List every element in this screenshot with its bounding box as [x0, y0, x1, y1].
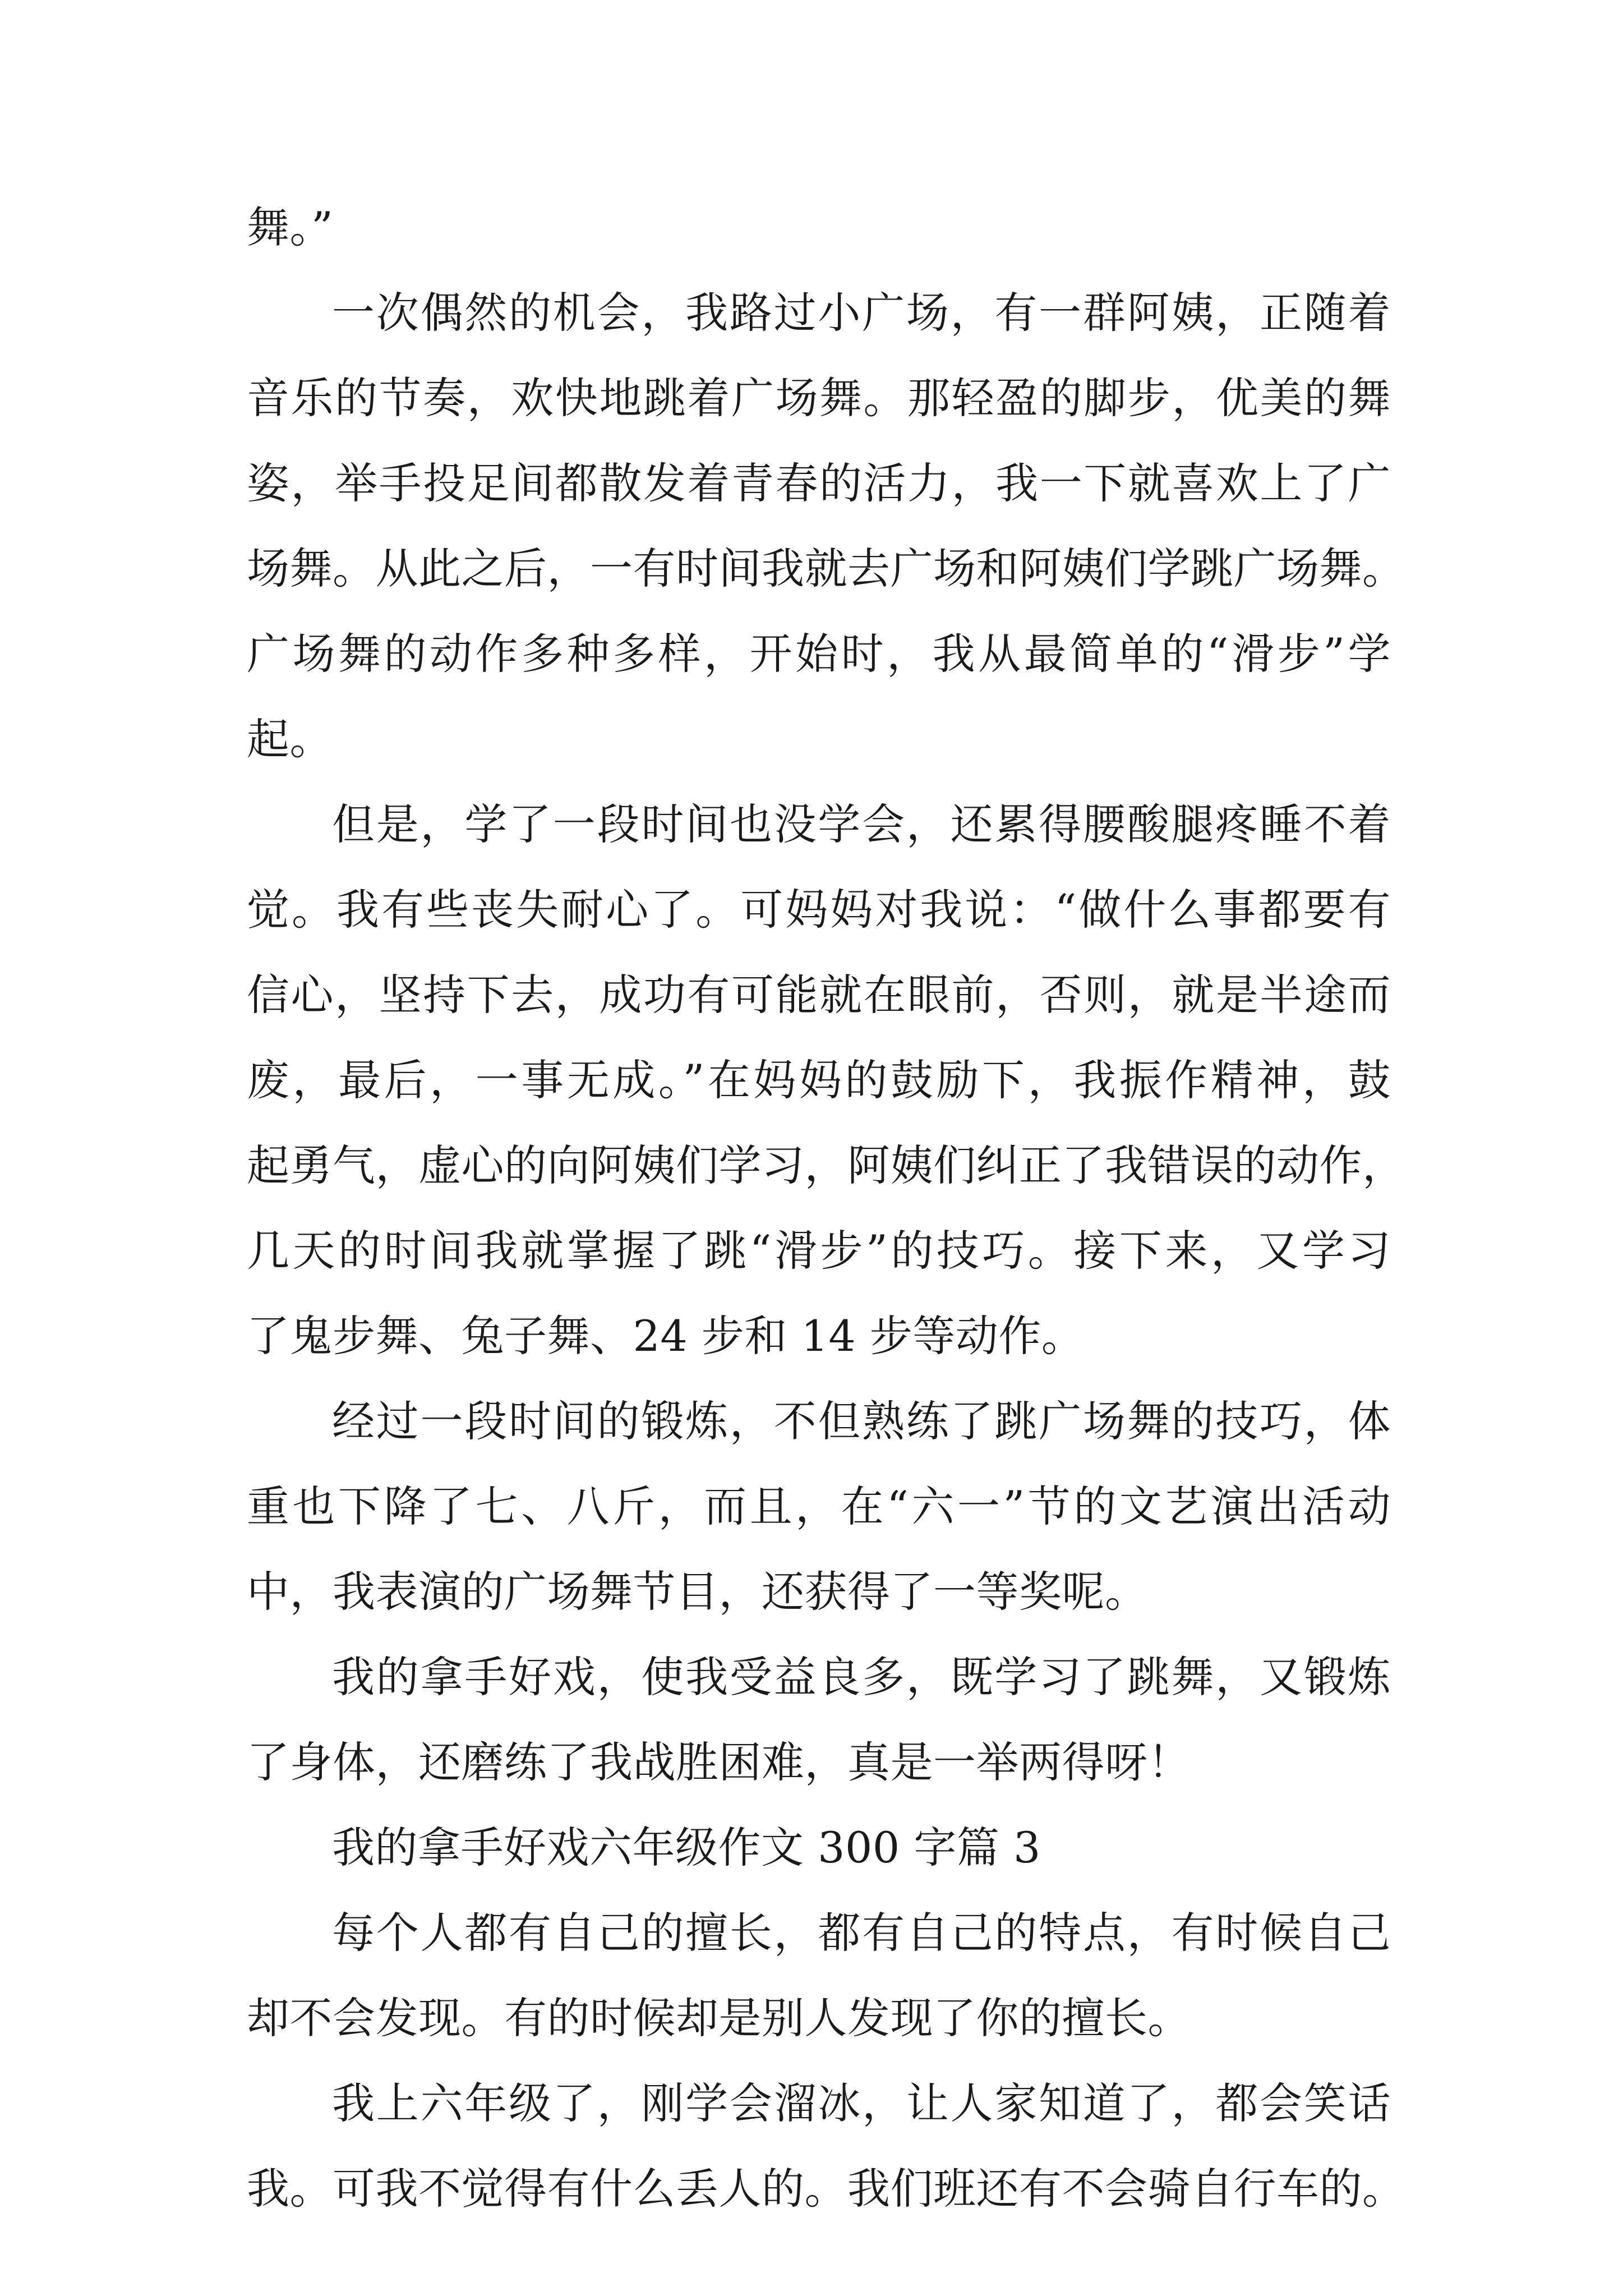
text-line: 起。	[247, 714, 333, 764]
text-line: 了鬼步舞、兔子舞、24 步和 14 步等动作。	[247, 1311, 1085, 1361]
text-line: 中，我表演的广场舞节目，还获得了一等奖呢。	[247, 1567, 1148, 1617]
text-line: 舞。”	[247, 203, 334, 252]
text-line: 几天的时间我就掌握了跳“滑步”的技巧。接下来，又学习	[247, 1226, 1391, 1276]
paragraph-first-line: 一次偶然的机会，我路过小广场，有一群阿姨，正随着	[332, 288, 1391, 338]
text-line: 我。可我不觉得有什么丢人的。我们班还有不会骑自行车的。	[247, 2164, 1405, 2214]
text-line: 音乐的节奏，欢快地跳着广场舞。那轻盈的脚步，优美的舞	[247, 373, 1391, 423]
paragraph-first-line: 经过一段时间的锻炼，不但熟练了跳广场舞的技巧，体	[332, 1396, 1391, 1446]
text-line: 却不会发现。有的时候却是别人发现了你的擅长。	[247, 1993, 1191, 2043]
section-heading: 我的拿手好戏六年级作文 300 字篇 3	[332, 1823, 1041, 1872]
text-line: 重也下降了七、八斤，而且，在“六一”节的文艺演出活动	[247, 1481, 1391, 1531]
text-line: 信心，坚持下去，成功有可能就在眼前，否则，就是半途而	[247, 970, 1391, 1020]
paragraph-first-line: 每个人都有自己的擅长，都有自己的特点，有时候自己	[332, 1908, 1391, 1958]
paragraph-first-line: 我上六年级了，刚学会溜冰，让人家知道了，都会笑话	[332, 2078, 1391, 2128]
paragraph-first-line: 但是，学了一段时间也没学会，还累得腰酸腿疼睡不着	[332, 799, 1391, 849]
text-line: 起勇气，虚心的向阿姨们学习，阿姨们纠正了我错误的动作，	[247, 1140, 1405, 1190]
paragraph-first-line: 我的拿手好戏，使我受益良多，既学习了跳舞，又锻炼	[332, 1652, 1391, 1702]
text-line: 广场舞的动作多种多样，开始时，我从最简单的“滑步”学	[247, 629, 1391, 679]
text-line: 场舞。从此之后，一有时间我就去广场和阿姨们学跳广场舞。	[247, 544, 1405, 593]
text-line: 废，最后，一事无成。”在妈妈的鼓励下，我振作精神，鼓	[247, 1055, 1391, 1105]
text-line: 姿，举手投足间都散发着青春的活力，我一下就喜欢上了广	[247, 458, 1391, 508]
document-body	[247, 185, 1405, 2231]
text-line: 了身体，还磨练了我战胜困难，真是一举两得呀！	[247, 1737, 1191, 1787]
text-line: 觉。我有些丧失耐心了。可妈妈对我说：“做什么事都要有	[247, 885, 1391, 935]
